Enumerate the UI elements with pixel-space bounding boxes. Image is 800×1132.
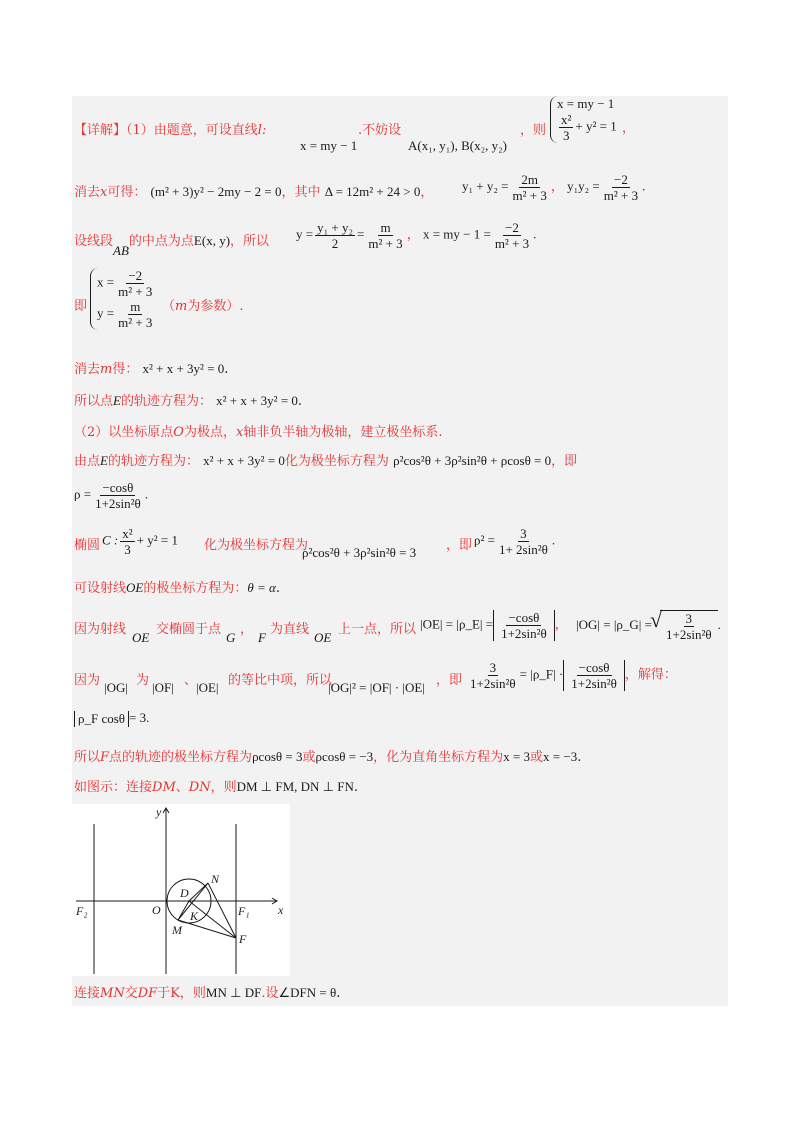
line-5: 消去m得： x² + x + 3y² = 0. [74,361,229,377]
geometry-figure [72,804,290,976]
label-m: M [172,923,182,937]
line-1: 【详解】（1）由题意，可设直线l: [74,123,267,138]
label-f1: F₁ [238,904,250,918]
eq-line: x = my − 1 [300,138,358,153]
label-y: y [156,805,162,819]
label-f2: F₂ [76,904,88,918]
line-16: 如图示：连接DM、DN，则DM ⊥ FM, DN ⊥ FN. [74,779,359,795]
label-k: K [190,909,199,923]
label-o: O [152,903,161,917]
line-2: 消去x可得： (m² + 3)y² − 2my − 2 = 0，其中 Δ = 12m² + 24 > 0， [74,184,434,200]
line-13: 因为 [74,673,101,688]
line-12: 因为射线 [74,622,127,637]
line-8: 由点E的轨迹方程为： x² + x + 3y² = 0化为极坐标方程为 ρ²cos²θ + 3ρ²sin²θ + ρcosθ = 0，即 [74,453,578,469]
eq-rho-f: ρ_F cosθ = 3. [74,710,149,727]
eq-midpoint: y = $\frac{\text{y₁ + y₂}}{2}$ = $\frac{m}{\text{m² + 3}}$ ， x = my − 1 = $\frac{-2}{\text{m² + 3}}$ . [296,220,537,251]
line-11: 可设射线OE的极坐标方程为：θ = α. [74,580,280,596]
system-brace-2: x = $\frac{-2}{\text{m² + 3}}$ y = $\frac{m}{\text{m² + 3}}$ [90,268,156,330]
system-brace-1: x = my − 1 $\frac{\text{x²}}{3}$ + y² = 1 [550,96,617,143]
eq-sum: y₁ + y₂ = $\frac{2m}{\text{m² + 3}}$ ， y₁y₂ = $\frac{-2}{\text{m² + 3}}$ . [462,172,646,203]
label-x: x [278,903,284,917]
line-7: （2）以坐标原点O为极点，x轴非负半轴为极轴，建立极坐标系. [74,425,443,440]
line-15: 所以F点的轨迹的极坐标方程为ρcosθ = 3或ρcosθ = −3，化为直角坐标方程为x = 3或x = −3. [74,749,582,765]
label-d: D [180,886,189,900]
eq-rho-e: ρ = $\frac{-\cos\theta}{\text{1+2sin²θ}}$ . [74,480,148,511]
label-f: F [239,932,247,946]
eq-points: A(x₁, y₁), B(x₂, y₂) [408,138,508,153]
solution-header: 【详解】 [74,123,127,138]
line-17: 连接MN交DF于K，则MN ⊥ DF.设∠DFN = θ. [74,985,341,1001]
line-3: 设线段AB的中点为点E(x, y)，所以 [74,233,270,258]
label-n: N [211,872,220,886]
line-10: 椭圆 [74,538,101,553]
line-6: 所以点E的轨迹方程为： x² + x + 3y² = 0. [74,393,303,409]
